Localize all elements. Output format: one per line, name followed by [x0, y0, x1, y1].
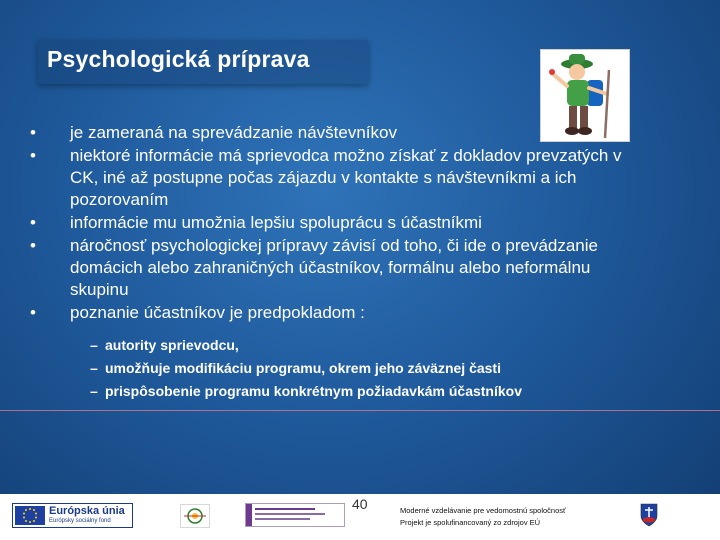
bullet-marker: •: [30, 123, 36, 142]
bullet-item: [30, 122, 650, 144]
sub-bullet-list: [30, 334, 650, 403]
eu-logo-title: Európska únia: [49, 505, 125, 517]
sub-bullet-item: [90, 380, 650, 403]
bullet-marker: •: [30, 213, 36, 232]
sub-bullet-marker: –: [90, 337, 98, 353]
footer-line-1: Moderné vzdelávanie pre vedomostnú spoločnosť: [400, 506, 566, 515]
divider-line: [0, 410, 720, 411]
bullet-item: [30, 235, 650, 301]
crest-icon: [640, 502, 658, 527]
slide-title: Psychologická príprava: [47, 46, 310, 72]
footer-text: [400, 505, 566, 529]
sub-bullet-item: [90, 357, 650, 380]
bullet-text: niektoré informácie má sprievodca možno získať z dokladov prevzatých v CK, iné až postupne počas zájazdu v kontakte s návštevníkmi a ich pozorovaním: [70, 146, 622, 209]
sub-bullet-marker: –: [90, 360, 98, 376]
page-number: 40: [352, 496, 368, 512]
bullet-item: [30, 212, 650, 234]
bullet-text: informácie mu umožnia lepšiu spoluprácu s účastníkmi: [70, 213, 482, 232]
partner-logo-icon: [180, 504, 210, 528]
bullet-list: [30, 122, 650, 324]
sub-bullet-text: umožňuje modifikáciu programu, okrem jeho záväznej časti: [105, 360, 501, 376]
agency-logo-icon: [245, 503, 345, 527]
bullet-marker: •: [30, 146, 36, 165]
bullet-marker: •: [30, 236, 36, 255]
bullet-item: [30, 302, 650, 324]
bullet-item: [30, 145, 650, 211]
bullet-text: poznanie účastníkov je predpokladom :: [70, 303, 365, 322]
sub-bullet-item: [90, 334, 650, 357]
sub-bullet-marker: –: [90, 383, 98, 399]
eu-logo-subtitle: Európsky sociálny fond: [49, 518, 111, 524]
slide-content: [30, 122, 650, 403]
footer-line-2: Projekt je spolufinancovaný zo zdrojov EÚ: [400, 518, 541, 527]
bullet-text: náročnosť psychologickej prípravy závisí od toho, či ide o prevádzanie domácich alebo zahraničných účastníkov, formálnu alebo neformálnu skupinu: [70, 236, 598, 299]
eu-logo: [12, 503, 133, 528]
bullet-marker: •: [30, 303, 36, 322]
sub-bullet-text: prispôsobenie programu konkrétnym požiadavkám účastníkov: [105, 383, 522, 399]
bullet-text: je zameraná na sprevádzanie návštevníkov: [70, 123, 397, 142]
eu-flag-icon: [15, 506, 45, 525]
sub-bullet-text: autority sprievodcu,: [105, 337, 239, 353]
